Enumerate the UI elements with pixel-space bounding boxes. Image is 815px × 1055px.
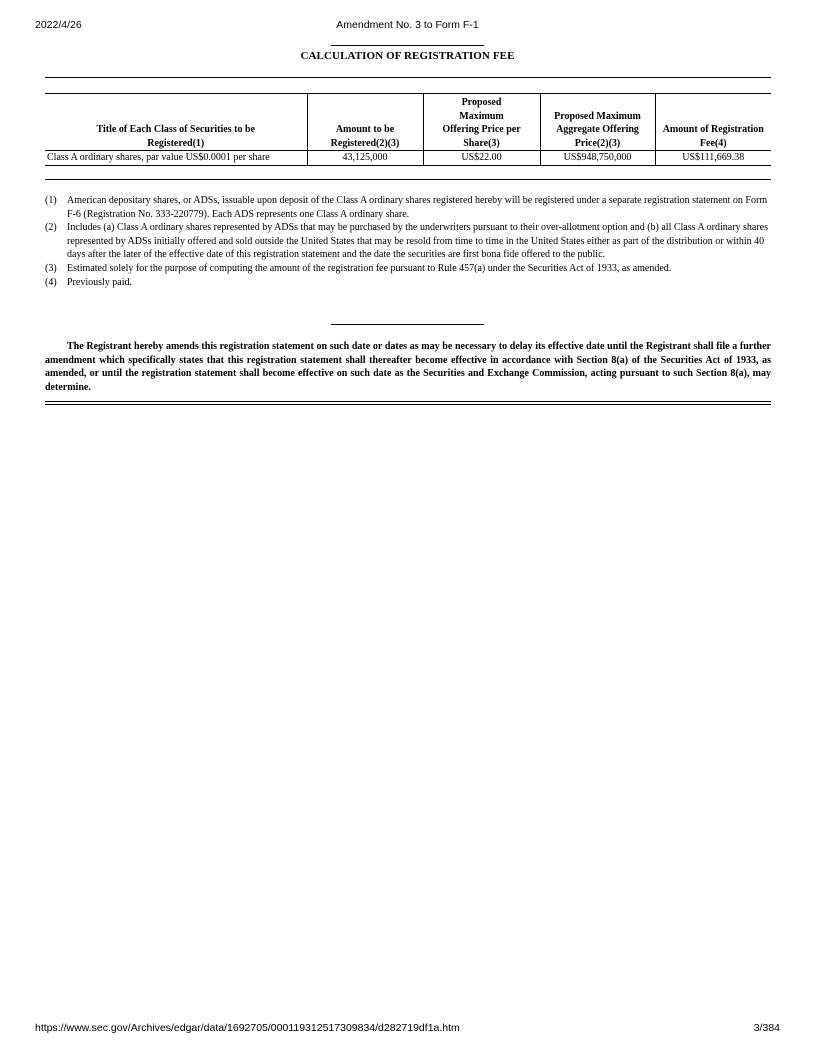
print-header-title: Amendment No. 3 to Form F-1 xyxy=(336,19,479,31)
source-url: https://www.sec.gov/Archives/edgar/data/1692705/000119312517309834/d282719df1a.htm xyxy=(35,1022,460,1034)
footnotes xyxy=(45,194,771,289)
divider xyxy=(45,77,771,78)
divider xyxy=(45,401,771,402)
cell-aggregate-price: US$948,750,000 xyxy=(540,151,655,166)
footnote: (1) American depositary shares, or ADSs, issuable upon deposit of the Class A ordinary shares registered hereby will be registered under a separate registration statement on Form F-6 (Registration No. 333-220779). Each ADS represents one Class A ordinary share. xyxy=(45,195,768,220)
column-header-title: Title of Each Class of Securities to be Registered(1) xyxy=(45,94,307,151)
divider xyxy=(45,179,771,180)
column-header-aggregate-price: Proposed Maximum Aggregate Offering Price(2)(3) xyxy=(540,94,655,151)
registration-fee-table xyxy=(45,93,771,166)
table-row xyxy=(45,151,771,166)
page-number: 3/384 xyxy=(753,1022,780,1034)
divider xyxy=(45,404,771,405)
document-title: CALCULATION OF REGISTRATION FEE xyxy=(300,50,515,62)
column-header-amount: Amount to be Registered(2)(3) xyxy=(307,94,423,151)
title-rule xyxy=(331,45,484,46)
table-header-row xyxy=(45,94,771,151)
legend-rule xyxy=(331,324,484,325)
cell-amount: 43,125,000 xyxy=(307,151,423,166)
footnote: (3) Estimated solely for the purpose of computing the amount of the registration fee pursuant to Rule 457(a) under the Securities Act of 1933, as amended. xyxy=(45,262,672,274)
footnote: (4) Previously paid. xyxy=(45,276,132,288)
cell-registration-fee: US$111,669.38 xyxy=(655,151,771,166)
column-header-registration-fee: Amount of Registration Fee(4) xyxy=(655,94,771,151)
cell-offering-price: US$22.00 xyxy=(423,151,540,166)
delaying-amendment-legend: The Registrant hereby amends this registration statement on such date or dates as may be necessary to delay its effective date until the Registrant shall file a further amendment which specifically states that this registration statement shall thereafter become effective in accordance with Section 8(a) of the Securities Act of 1933, as amended, or until the registration statement shall become effective on such date as the Securities and Exchange Commission, acting pursuant to such Section 8(a), may determine. xyxy=(45,341,771,393)
cell-security-title: Class A ordinary shares, par value US$0.0001 per share xyxy=(45,151,307,166)
footnote: (2) Includes (a) Class A ordinary shares represented by ADSs that may be purchased by the underwriters pursuant to their over-allotment option and (b) all Class A ordinary shares represented by ADSs initially offered and sold outside the United States that may be resold from time to time in the United States either as part of the distribution or within 40 days after the later of the effective date of this registration statement and the date the securities are first bona fide offered to the public. xyxy=(45,222,769,261)
column-header-offering-price: Proposed Maximum Offering Price per Share(3) xyxy=(423,94,540,151)
print-date: 2022/4/26 xyxy=(35,19,82,31)
